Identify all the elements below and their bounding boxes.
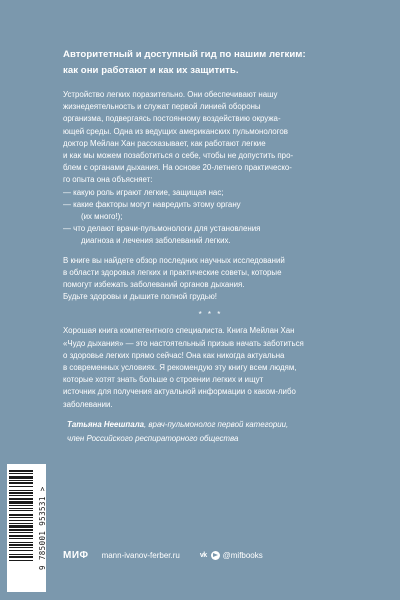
text-line: источник для получения актуальной информации о каком-либо [63, 387, 296, 397]
headline-line: Авторитетный и доступный гид по нашим легким: [63, 49, 306, 60]
isbn-digits: 9 785001 953531 > [38, 486, 47, 570]
text-line: которые хотят знать больше о строении легких и ищут [63, 375, 264, 385]
headline-line: как они работают и как их защитить. [63, 64, 239, 76]
reviewer-title: , врач-пульмонолог первой категории, [144, 419, 289, 429]
publisher-footer [63, 548, 263, 562]
website-link[interactable]: mann-ivanov-ferber.ru [101, 550, 180, 560]
description-paragraph [63, 89, 358, 248]
text-line: и как мы можем позаботиться о себе, чтобы не допустить про- [63, 151, 294, 161]
text-line: заболевании. [63, 399, 113, 409]
list-item-continuation: (их много!); [81, 212, 123, 222]
text-line: «Чудо дыхания» — это настоятельный призыв начать заботиться [63, 338, 304, 348]
text-line: в области здоровья легких и практические советы, которые [63, 267, 282, 277]
text-line: Хорошая книга компетентного специалиста. Книга Мейлан Хан [63, 326, 295, 336]
headline [63, 47, 358, 78]
list-item: — что делают врачи-пульмонологи для установления [63, 224, 261, 234]
text-line: ющей среды. Одна из ведущих американских пульмонологов [63, 126, 288, 136]
text-line: в современных условиях. Я рекомендую эту книгу всем людям, [63, 363, 297, 373]
text-line: блем с органами дыхания. На основе 20-летнего практическо- [63, 163, 292, 173]
text-line: го опыта она объясняет: [63, 175, 153, 185]
text-line: о здоровье легких прямо сейчас! Она как никогда актуальна [63, 350, 285, 360]
list-item-continuation: диагноза и лечения заболеваний легких. [81, 236, 231, 246]
reviewer-name: Татьяна Неешпала [67, 419, 144, 429]
review-signature [63, 418, 358, 446]
text-line: Устройство легких поразительно. Они обеспечивают нашу [63, 90, 278, 99]
vk-icon[interactable]: vk [199, 551, 207, 559]
text-line: доктор Мейлан Хан рассказывает, как работают легкие [63, 138, 266, 148]
publisher-logo: МИФ [63, 549, 89, 561]
social-handle[interactable]: @mifbooks [222, 550, 263, 560]
list-item: — какие факторы могут навредить этому органу [63, 199, 241, 209]
text-line: В книге вы найдете обзор последних научных исследований [63, 255, 285, 265]
section-separator: * * * [198, 310, 223, 320]
signature-line [67, 418, 358, 432]
text-line: жизнедеятельность и служат первой линией обороны [63, 102, 261, 112]
cover-text [63, 47, 358, 446]
list-item: — какую роль играют легкие, защищая нас; [63, 187, 224, 197]
text-line: Будьте здоровы и дышите полной грудью! [63, 292, 218, 302]
review-paragraph [63, 325, 358, 410]
signature-affiliation: член Российского респираторного общества [67, 433, 239, 443]
telegram-icon[interactable] [211, 551, 220, 560]
text-line: помогут избежать заболеваний органов дыхания. [63, 280, 245, 290]
summary-paragraph [63, 255, 358, 304]
text-line: организма, подвергаясь постоянному воздействию окружа- [63, 114, 281, 124]
